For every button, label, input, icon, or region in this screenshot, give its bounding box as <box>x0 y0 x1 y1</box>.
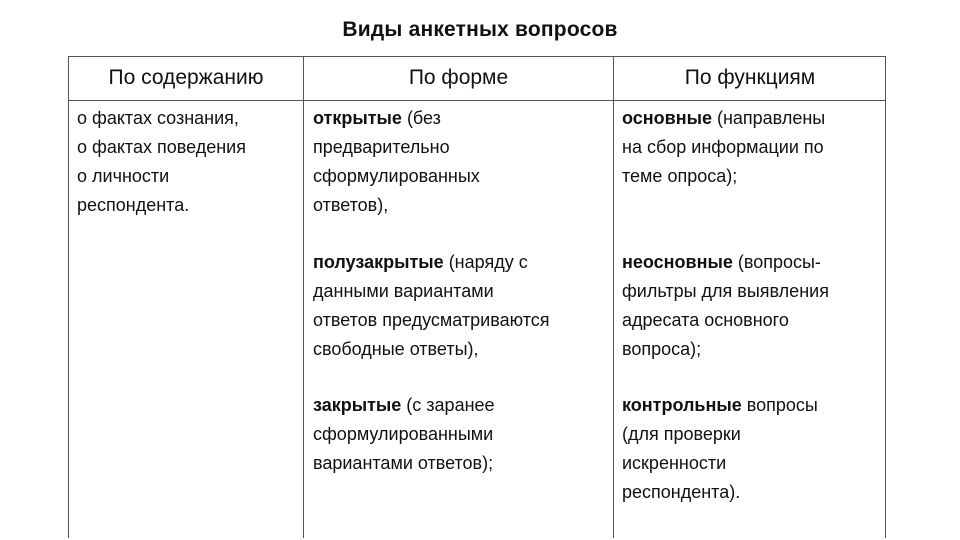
content-item: респондента. <box>77 195 190 215</box>
function-text: вопроса); <box>622 339 702 359</box>
question-types-table <box>68 56 886 538</box>
function-term-main: основные <box>622 108 712 128</box>
form-text: данными вариантами <box>313 281 494 301</box>
function-text: искренности <box>622 453 727 473</box>
content-cell <box>77 104 246 220</box>
form-text: ответов), <box>313 195 389 215</box>
function-text: вопросы <box>741 395 818 415</box>
column-divider-2 <box>613 56 614 538</box>
function-item-main <box>622 104 825 191</box>
function-text: (направлены <box>711 108 826 128</box>
function-term-control: контрольные <box>622 395 742 415</box>
function-item-nonmain <box>622 248 829 364</box>
form-item-closed <box>313 391 495 478</box>
function-text: респондента). <box>622 482 741 502</box>
function-text: на сбор информации по <box>622 137 824 157</box>
form-text: сформулированных <box>313 166 480 186</box>
column-header-form: По форме <box>408 66 509 89</box>
function-text: теме опроса); <box>622 166 738 186</box>
column-header-content: По содержанию <box>108 66 264 89</box>
form-text: сформулированными <box>313 424 494 444</box>
form-term-closed: закрытые <box>313 395 402 415</box>
content-item: о фактах поведения <box>77 137 246 157</box>
form-term-open: открытые <box>313 108 402 128</box>
function-term-nonmain: неосновные <box>622 252 733 272</box>
form-item-open <box>313 104 480 220</box>
form-text: (наряду с <box>443 252 528 272</box>
column-divider-1 <box>303 56 304 538</box>
content-item: о личности <box>77 166 170 186</box>
form-text: (без <box>401 108 441 128</box>
function-item-control <box>622 391 818 507</box>
function-text: фильтры для выявления <box>622 281 829 301</box>
content-item: о фактах сознания, <box>77 108 239 128</box>
column-header-function: По функциям <box>684 66 816 89</box>
function-text: адресата основного <box>622 310 789 330</box>
form-text: ответов предусматриваются <box>313 310 550 330</box>
form-text: (с заранее <box>401 395 495 415</box>
form-term-semiclosed: полузакрытые <box>313 252 444 272</box>
form-text: предварительно <box>313 137 450 157</box>
function-text: (для проверки <box>622 424 741 444</box>
form-text: вариантами ответов); <box>313 453 494 473</box>
page-title: Виды анкетных вопросов <box>342 18 618 41</box>
form-item-semiclosed <box>313 248 550 364</box>
form-text: свободные ответы), <box>313 339 479 359</box>
header-divider <box>69 100 885 101</box>
function-text: (вопросы- <box>732 252 821 272</box>
